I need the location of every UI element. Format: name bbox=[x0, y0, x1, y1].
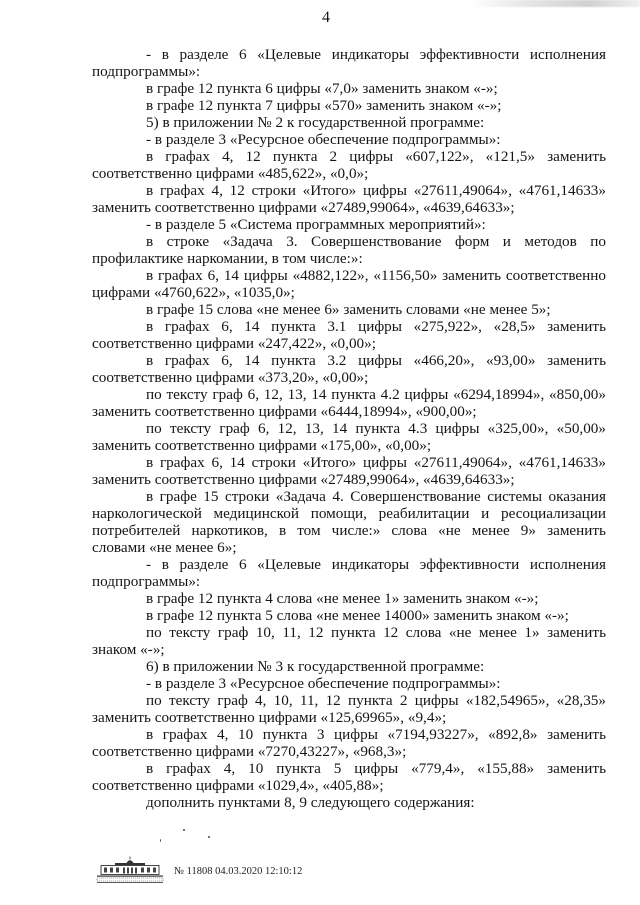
paragraph bbox=[92, 386, 606, 420]
paragraph bbox=[92, 318, 606, 352]
text-line: подпрограммы»: bbox=[92, 573, 201, 590]
text-line: соответственно цифрами «485,622», «0,0»; bbox=[92, 165, 369, 182]
paragraph bbox=[92, 233, 606, 267]
text-line: в строке «Задача 3. Совершенствование форм и методов по bbox=[146, 233, 606, 250]
scan-speck bbox=[208, 836, 210, 838]
text-line: в графах 4, 10 пункта 3 цифры «7194,93227», «892,8» заменить bbox=[146, 726, 606, 743]
text-line: - в разделе 6 «Целевые индикаторы эффективности исполнения bbox=[146, 46, 606, 63]
paragraph bbox=[92, 420, 606, 454]
text-line: - в разделе 5 «Система программных мероприятий»: bbox=[146, 216, 486, 233]
text-line: по тексту граф 4, 10, 11, 12 пункта 2 цифры «182,54965», «28,35» bbox=[146, 692, 606, 709]
text-line: заменить соответственно цифрами «125,69965», «9,4»; bbox=[92, 709, 447, 726]
paragraph bbox=[92, 114, 606, 131]
text-line: в графе 12 пункта 7 цифры «570» заменить знаком «-»; bbox=[146, 97, 502, 114]
text-line: в графе 15 строки «Задача 4. Совершенствование системы оказания bbox=[146, 488, 606, 505]
text-line: в графе 15 слова «не менее 6» заменить словами «не менее 5»; bbox=[146, 301, 551, 318]
text-line: наркологической медицинской помощи, реабилитации и ресоциализации bbox=[92, 505, 606, 522]
paragraph bbox=[92, 607, 606, 624]
paragraph bbox=[92, 131, 606, 148]
text-line: в графе 12 пункта 5 слова «не менее 14000» заменить знаком «-»; bbox=[146, 607, 569, 624]
text-line: соответственно цифрами «1029,4», «405,88»; bbox=[92, 777, 384, 794]
text-line: в графах 6, 14 цифры «4882,122», «1156,50» заменить соответственно bbox=[146, 267, 606, 284]
text-line: заменить соответственно цифрами «175,00», «0,00»; bbox=[92, 437, 432, 454]
text-line: соответственно цифрами «7270,43227», «968,3»; bbox=[92, 743, 407, 760]
text-line: - в разделе 6 «Целевые индикаторы эффективности исполнения bbox=[146, 556, 606, 573]
paragraph bbox=[92, 692, 606, 726]
text-line: по тексту граф 6, 12, 13, 14 пункта 4.2 цифры «6294,18994», «850,00» bbox=[146, 386, 606, 403]
paragraph bbox=[92, 556, 606, 590]
text-line: потребителей наркотиков, в том числе:» слова «не менее 9» заменить bbox=[92, 522, 606, 539]
paragraph bbox=[92, 454, 606, 488]
text-line: по тексту граф 6, 12, 13, 14 пункта 4.3 цифры «325,00», «50,00» bbox=[146, 420, 606, 437]
text-line: в графах 6, 14 пункта 3.1 цифры «275,922», «28,5» заменить bbox=[146, 318, 606, 335]
scan-speck bbox=[160, 839, 161, 842]
page-number: 4 bbox=[322, 9, 330, 26]
paragraph bbox=[92, 80, 606, 97]
paragraph bbox=[92, 658, 606, 675]
government-building-logo-icon bbox=[95, 856, 165, 884]
text-line: дополнить пунктами 8, 9 следующего содержания: bbox=[146, 794, 475, 811]
text-line: словами «не менее 6»; bbox=[92, 539, 237, 556]
text-line: заменить соответственно цифрами «27489,99064», «4639,64633»; bbox=[92, 199, 515, 216]
text-line: 5) в приложении № 2 к государственной программе: bbox=[146, 114, 485, 131]
text-line: в графах 4, 10 пункта 5 цифры «779,4», «155,88» заменить bbox=[146, 760, 606, 777]
text-line: в графе 12 пункта 4 слова «не менее 1» заменить знаком «-»; bbox=[146, 590, 539, 607]
text-line: знаком «-»; bbox=[92, 641, 165, 658]
text-line: в графах 4, 12 строки «Итого» цифры «27611,49064», «4761,14633» bbox=[146, 182, 606, 199]
text-line: в графах 4, 12 пункта 2 цифры «607,122», «121,5» заменить bbox=[146, 148, 606, 165]
text-line: заменить соответственно цифрами «6444,18994», «900,00»; bbox=[92, 403, 477, 420]
paragraph bbox=[92, 267, 606, 301]
paragraph bbox=[92, 216, 606, 233]
paragraph bbox=[92, 301, 606, 318]
paragraph bbox=[92, 46, 606, 80]
scan-artifact bbox=[470, 0, 640, 7]
paragraph bbox=[92, 726, 606, 760]
document-registration-stamp: № 11808 04.03.2020 12:10:12 bbox=[174, 866, 303, 877]
paragraph bbox=[92, 352, 606, 386]
paragraph bbox=[92, 760, 606, 794]
text-line: заменить соответственно цифрами «27489,99064», «4639,64633»; bbox=[92, 471, 515, 488]
paragraph bbox=[92, 590, 606, 607]
paragraph bbox=[92, 182, 606, 216]
text-line: 6) в приложении № 3 к государственной программе: bbox=[146, 658, 485, 675]
paragraph bbox=[92, 148, 606, 182]
paragraph bbox=[92, 488, 606, 556]
text-line: соответственно цифрами «373,20», «0,00»; bbox=[92, 369, 369, 386]
paragraph bbox=[92, 624, 606, 658]
text-line: подпрограммы»: bbox=[92, 63, 201, 80]
paragraph bbox=[92, 794, 606, 811]
paragraph bbox=[92, 675, 606, 692]
document-body bbox=[92, 46, 606, 811]
text-line: - в разделе 3 «Ресурсное обеспечение подпрограммы»: bbox=[146, 131, 501, 148]
text-line: цифрами «4760,622», «1035,0»; bbox=[92, 284, 295, 301]
text-line: соответственно цифрами «247,422», «0,00»; bbox=[92, 335, 376, 352]
text-line: в графах 6, 14 пункта 3.2 цифры «466,20», «93,00» заменить bbox=[146, 352, 606, 369]
scan-speck bbox=[183, 829, 185, 831]
text-line: по тексту граф 10, 11, 12 пункта 12 слова «не менее 1» заменить bbox=[146, 624, 606, 641]
text-line: профилактике наркомании, в том числе:»: bbox=[92, 250, 363, 267]
paragraph bbox=[92, 97, 606, 114]
text-line: в графе 12 пункта 6 цифры «7,0» заменить знаком «-»; bbox=[146, 80, 498, 97]
text-line: в графах 6, 14 строки «Итого» цифры «27611,49064», «4761,14633» bbox=[146, 454, 606, 471]
text-line: - в разделе 3 «Ресурсное обеспечение подпрограммы»: bbox=[146, 675, 501, 692]
